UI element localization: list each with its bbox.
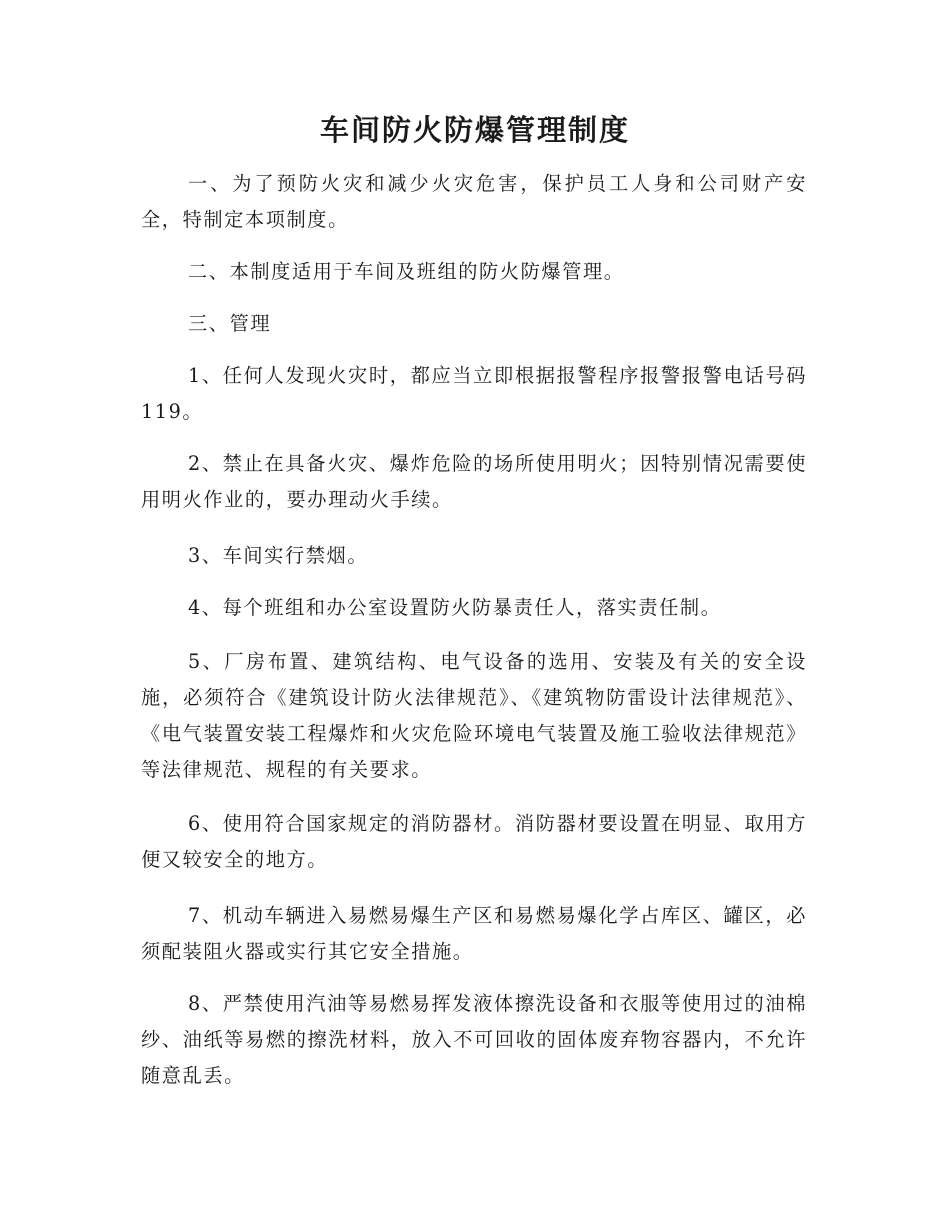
document-title: 车间防火防爆管理制度 bbox=[319, 113, 630, 147]
paragraph-3: 三、管理 bbox=[188, 312, 272, 335]
paragraph-1: 一、为了预防火灾和减少火灾危害，保护员工人身和公司财产安全，特制定本项制度。 bbox=[141, 172, 807, 231]
paragraph-7: 4、每个班组和办公室设置防火防暴责任人，落实责任制。 bbox=[188, 596, 722, 619]
paragraph-5: 2、禁止在具备火灾、爆炸危险的场所使用明火；因特别情况需要使用明火作业的，要办理动火手续。 bbox=[141, 452, 807, 511]
paragraph-10: 7、机动车辆进入易燃易爆生产区和易燃易爆化学占库区、罐区，必须配装阻火器或实行其它安全措施。 bbox=[141, 904, 807, 963]
paragraph-2: 二、本制度适用于车间及班组的防火防爆管理。 bbox=[188, 260, 625, 283]
paragraph-9: 6、使用符合国家规定的消防器材。消防器材要设置在明显、取用方便又较安全的地方。 bbox=[141, 812, 807, 871]
paragraph-6: 3、车间实行禁烟。 bbox=[188, 544, 369, 567]
paragraph-4: 1、任何人发现火灾时，都应当立即根据报警程序报警报警电话号码119。 bbox=[141, 364, 807, 423]
paragraph-11: 8、严禁使用汽油等易燃易挥发液体擦洗设备和衣服等使用过的油棉纱、油纸等易燃的擦洗材料，放入不可回收的固体废弃物容器内，不允许随意乱丢。 bbox=[141, 992, 807, 1087]
paragraph-8: 5、厂房布置、建筑结构、电气设备的选用、安装及有关的安全设施，必须符合《建筑设计防火法律规范》、《建筑物防雷设计法律规范》、《电气装置安装工程爆炸和火灾危险环境电气装置及施工验收法律规范》等法律规范、规程的有关要求。 bbox=[141, 650, 807, 781]
